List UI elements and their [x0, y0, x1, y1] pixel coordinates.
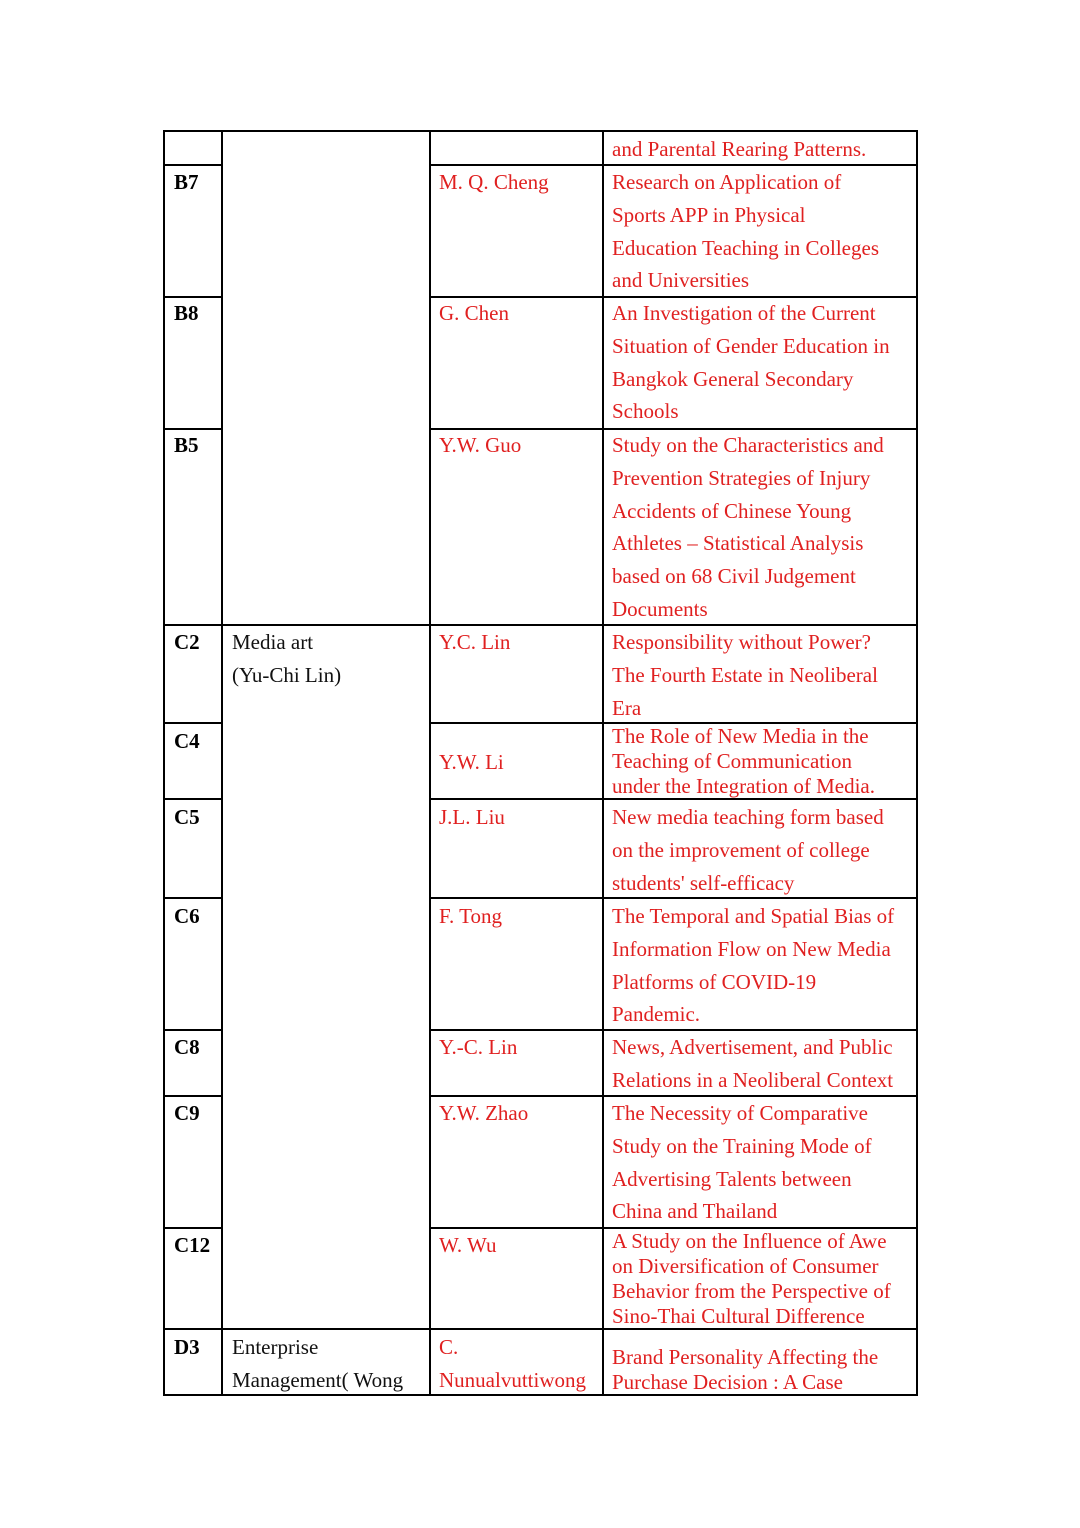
- paper-title: Brand Personality Affecting the Purchase Decision : A Case: [612, 1345, 879, 1394]
- author-name: Y.W. Zhao: [439, 1101, 529, 1125]
- paper-title: The Necessity of Comparative Study on the Training Mode of Advertising Talents between China and Thailand: [612, 1101, 872, 1224]
- table-border-left: [163, 130, 165, 1396]
- paper-id: C9: [174, 1101, 200, 1125]
- table-divider-author: [602, 130, 604, 1396]
- author-name: W. Wu: [439, 1233, 497, 1257]
- paper-id: B7: [174, 170, 199, 194]
- session-category: Enterprise Management( Wong: [232, 1335, 404, 1392]
- paper-title: Study on the Characteristics and Prevention Strategies of Injury Accidents of Chinese Young Athletes – Statistical Analysis based on 68 Civil Judgement Documents: [612, 433, 884, 621]
- paper-title: The Temporal and Spatial Bias of Information Flow on New Media Platforms of COVID-19 Pandemic.: [612, 904, 895, 1027]
- paper-id: C2: [174, 630, 200, 654]
- table-border-top: [163, 130, 917, 132]
- row-divider: [163, 897, 222, 899]
- author-name: Y.C. Lin: [439, 630, 511, 654]
- author-name: M. Q. Cheng: [439, 170, 549, 194]
- paper-id: C12: [174, 1233, 211, 1257]
- table-border-right: [916, 130, 918, 1396]
- paper-id: B8: [174, 301, 199, 325]
- paper-title: News, Advertisement, and Public Relations in a Neoliberal Context: [612, 1035, 894, 1092]
- paper-id: C8: [174, 1035, 200, 1059]
- table-divider-id: [221, 130, 223, 1396]
- paper-title: and Parental Rearing Patterns.: [612, 137, 867, 161]
- paper-id: C6: [174, 904, 200, 928]
- author-name: C. Nunualvuttiwong: [439, 1335, 586, 1392]
- paper-id: B5: [174, 433, 199, 457]
- session-category: Media art (Yu-Chi Lin): [232, 630, 342, 687]
- author-name: J.L. Liu: [439, 805, 505, 829]
- paper-title: Research on Application of Sports APP in Physical Education Teaching in Colleges and Universities: [612, 170, 879, 293]
- paper-id: C5: [174, 805, 200, 829]
- paper-title: A Study on the Influence of Awe on Diversification of Consumer Behavior from the Perspective of Sino-Thai Cultural Difference: [612, 1229, 891, 1328]
- author-name: Y.W. Li: [439, 750, 504, 774]
- row-divider: [163, 798, 222, 800]
- row-divider: [163, 722, 222, 724]
- author-name: G. Chen: [439, 301, 509, 325]
- author-name: Y.W. Guo: [439, 433, 522, 457]
- author-name: Y.-C. Lin: [439, 1035, 518, 1059]
- paper-id: C4: [174, 729, 200, 753]
- author-name: F. Tong: [439, 904, 502, 928]
- paper-id: D3: [174, 1335, 200, 1359]
- paper-title: Responsibility without Power? The Fourth Estate in Neoliberal Era: [612, 630, 878, 720]
- paper-title: An Investigation of the Current Situation of Gender Education in Bangkok General Secondary Schools: [612, 301, 890, 424]
- paper-title: The Role of New Media in the Teaching of Communication under the Integration of Media.: [612, 724, 875, 798]
- paper-title: New media teaching form based on the improvement of college students' self-efficacy: [612, 805, 884, 895]
- table-divider-category: [429, 130, 431, 1396]
